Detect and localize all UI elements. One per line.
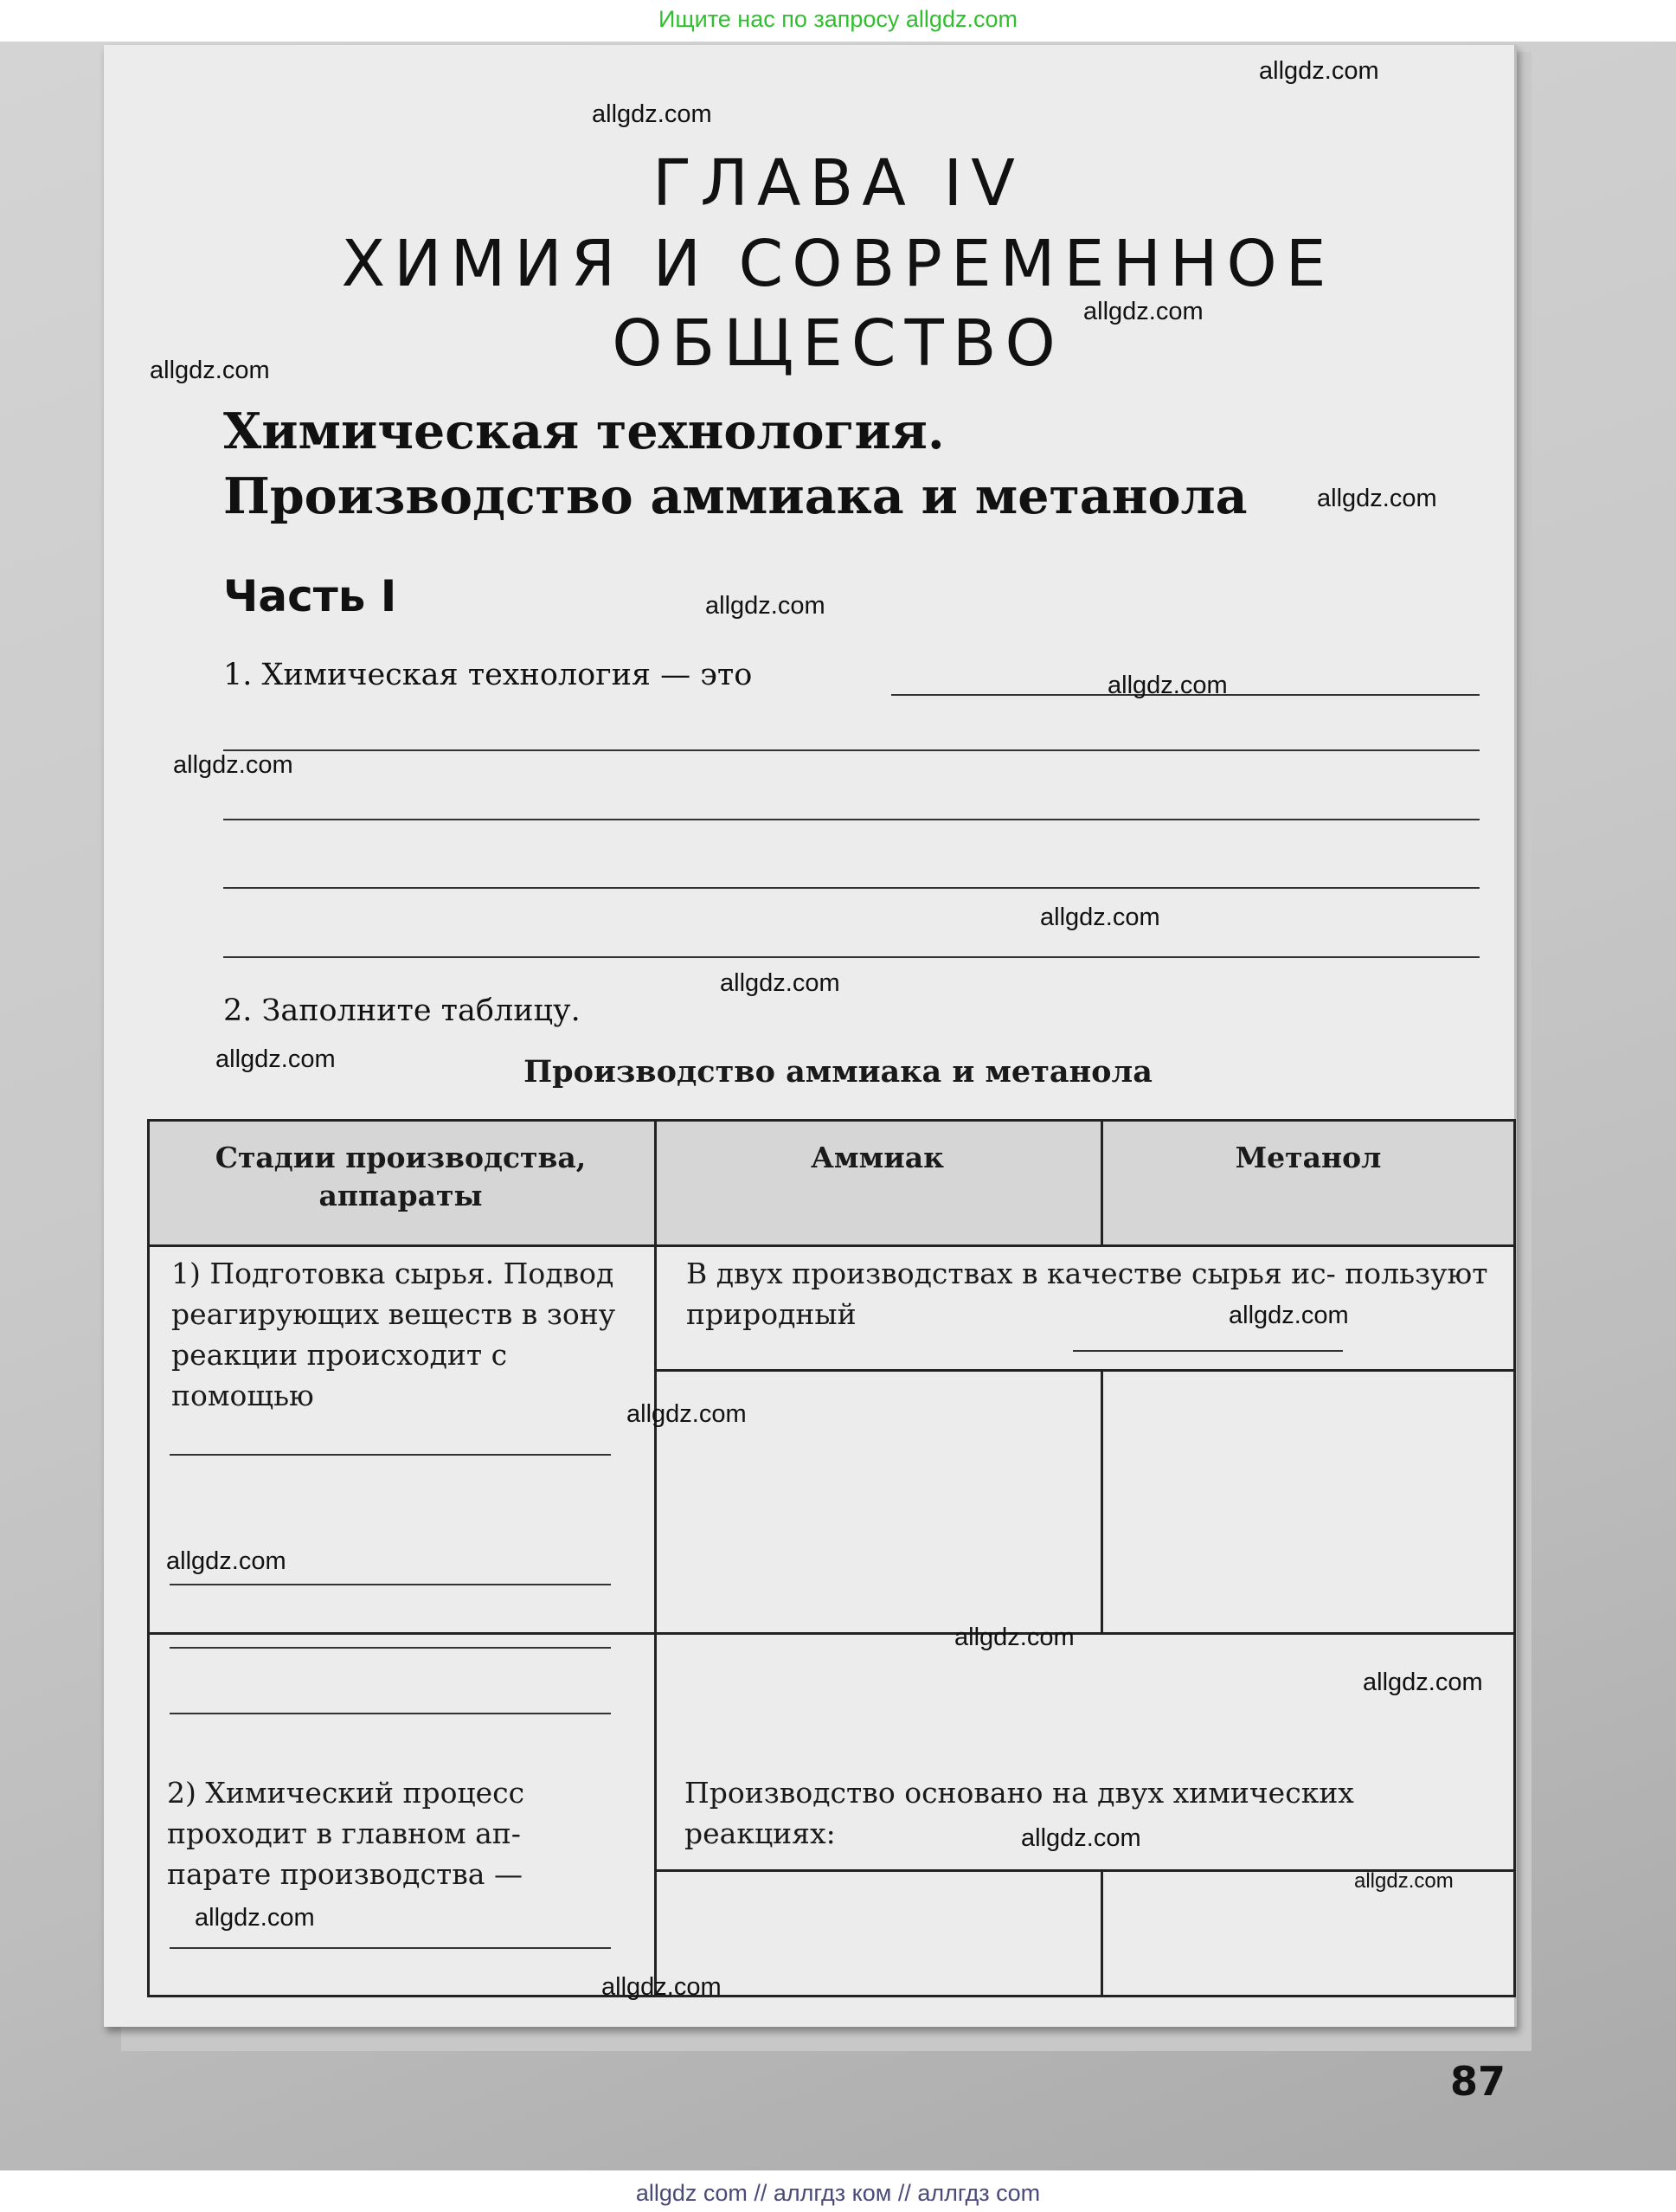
table-divider — [1101, 1869, 1103, 1995]
answer-line[interactable] — [170, 1947, 611, 1949]
watermark-text: allgdz.com — [1363, 1669, 1483, 1696]
watermark-text: allgdz.com — [150, 357, 270, 384]
chapter-title-line1: ХИМИЯ И СОВРЕМЕННОЕ — [341, 227, 1335, 301]
table-title: Производство аммиака и метанола — [523, 1054, 1153, 1090]
watermark-text: allgdz.com — [1108, 672, 1228, 699]
watermark-text: allgdz.com — [195, 1904, 315, 1932]
watermark-text: allgdz.com — [592, 100, 712, 128]
answer-line[interactable] — [170, 1713, 611, 1714]
row2-stage: 2) Химический процесс проходит в главном ап- парате производства — — [167, 1776, 525, 1891]
answer-line[interactable] — [170, 1584, 611, 1585]
task2-text: 2. Заполните таблицу. — [223, 993, 581, 1028]
watermark-text: allgdz.com — [705, 592, 825, 620]
answer-line[interactable] — [223, 887, 1480, 889]
watermark-text: allgdz.com — [720, 969, 840, 997]
task1-text: 1. Химическая технология — это — [223, 658, 753, 692]
top-banner[interactable]: Ищите нас по запросу allgdz.com — [658, 6, 1018, 32]
watermark-text: allgdz.com — [1317, 485, 1437, 512]
answer-line[interactable] — [223, 819, 1480, 820]
watermark-text: allgdz.com — [1021, 1824, 1141, 1852]
watermark-text: allgdz.com — [215, 1045, 336, 1073]
answer-line[interactable] — [170, 1454, 611, 1456]
watermark-text: allgdz.com — [1354, 1869, 1454, 1893]
header-ammonia: Аммиак — [811, 1141, 944, 1174]
table-row-divider — [150, 1632, 1513, 1635]
watermark-text: allgdz.com — [1229, 1302, 1349, 1329]
row1-common: В двух производствах в качестве сырья ис- пользуют природный — [686, 1257, 1488, 1331]
answer-line[interactable] — [223, 956, 1480, 958]
watermark-text: allgdz.com — [601, 1973, 722, 2001]
bottom-banner[interactable]: allgdz com // аллгдз ком // аллгдз com — [635, 2180, 1041, 2206]
watermark-text: allgdz.com — [626, 1400, 747, 1428]
watermark-text: allgdz.com — [166, 1547, 286, 1575]
table-divider — [1101, 1369, 1103, 1632]
watermark-text: allgdz.com — [1259, 57, 1379, 85]
header-methanol: Метанол — [1235, 1141, 1382, 1174]
watermark-text: allgdz.com — [1083, 298, 1204, 325]
section-title-line1: Химическая технология. — [223, 402, 945, 460]
row1-stage: 1) Подготовка сырья. Подвод реагирующих веществ в зону реакции происходит с помощью — [171, 1257, 616, 1412]
part-heading: Часть I — [223, 571, 397, 621]
watermark-text: allgdz.com — [1040, 903, 1160, 931]
section-title-line2: Производство аммиака и метанола — [223, 467, 1248, 525]
chapter-number: ГЛАВА IV — [652, 146, 1024, 221]
table-divider — [654, 1122, 657, 1995]
production-table — [147, 1119, 1516, 1997]
chapter-title-line2: ОБЩЕСТВО — [612, 306, 1064, 381]
row2-common: Производство основано на двух химических реакциях: — [684, 1776, 1354, 1850]
answer-line[interactable] — [1073, 1350, 1343, 1352]
page-number: 87 — [1450, 2058, 1506, 2105]
header-stages: Стадии производства, аппараты — [215, 1141, 587, 1212]
answer-line[interactable] — [170, 1647, 611, 1649]
answer-line[interactable] — [223, 749, 1480, 751]
watermark-text: allgdz.com — [954, 1624, 1075, 1651]
table-divider — [654, 1369, 1513, 1372]
watermark-text: allgdz.com — [173, 751, 293, 779]
